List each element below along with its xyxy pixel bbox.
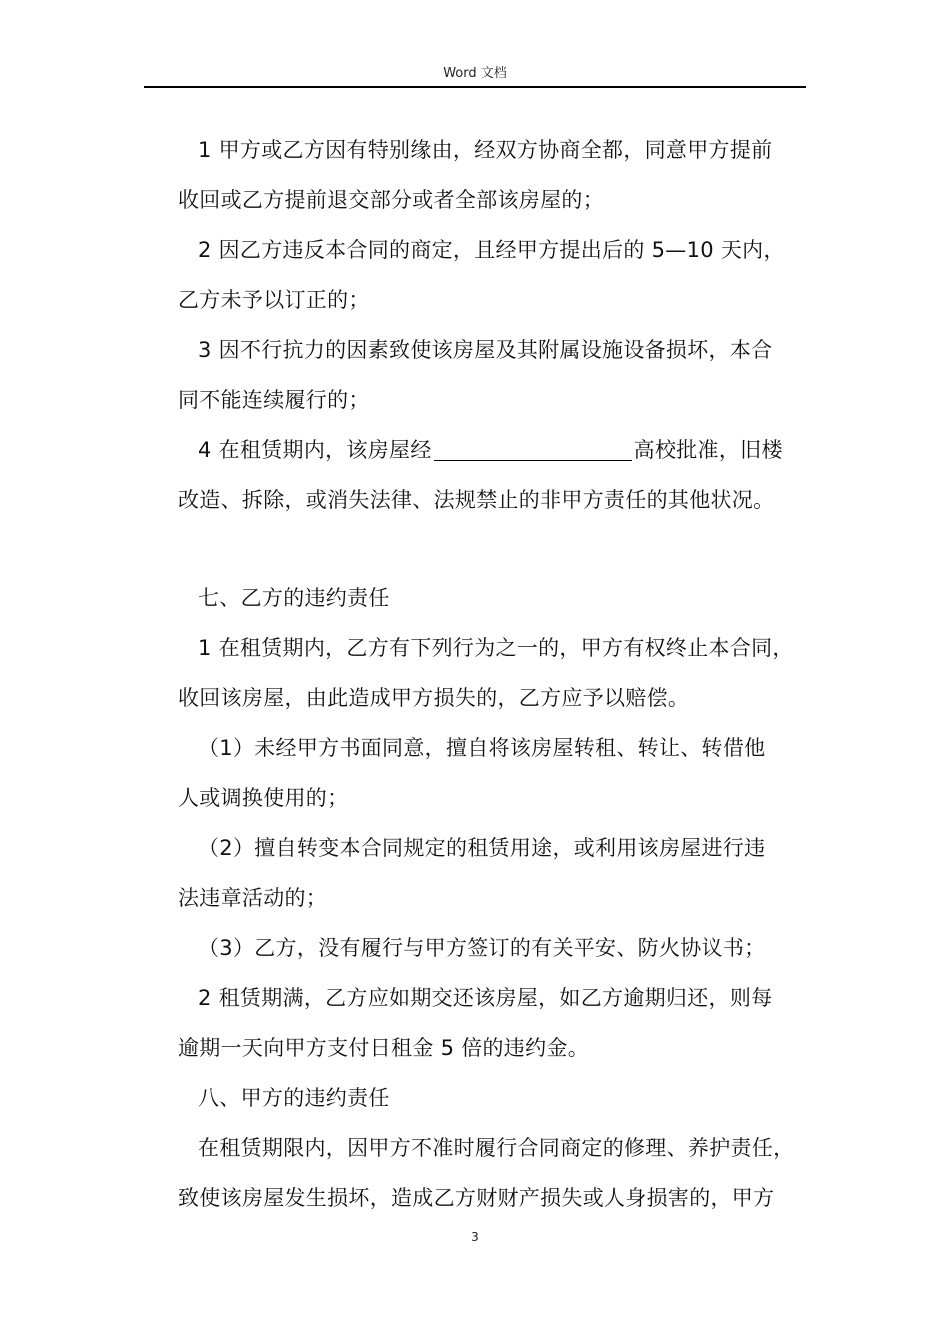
line-text-after-blank: 高校批准，旧楼	[633, 438, 783, 462]
paragraph-line-with-blank	[198, 436, 838, 465]
paragraph-line: 3 因不行抗力的因素致使该房屋及其附属设施设备损坏，本合	[198, 338, 773, 362]
paragraph-line: 法违章活动的；	[178, 886, 328, 910]
paragraph-line: 同不能连续履行的；	[178, 388, 370, 412]
header-divider	[144, 86, 806, 88]
page-header: Word 文档	[443, 66, 507, 81]
page-number: 3	[471, 1230, 479, 1244]
line-text-before-blank: 4 在租赁期内，该房屋经	[198, 438, 432, 462]
fill-in-blank	[434, 438, 632, 461]
section-heading: 七、乙方的违约责任	[198, 586, 390, 610]
paragraph-line: 2 因乙方违反本合同的商定，且经甲方提出后的 5—10 天内，	[198, 238, 785, 262]
paragraph-line: 人或调换使用的；	[178, 786, 349, 810]
paragraph-line: 2 租赁期满，乙方应如期交还该房屋，如乙方逾期归还，则每	[198, 986, 773, 1010]
paragraph-line: （3）乙方，没有履行与甲方签订的有关平安、防火协议书；	[198, 936, 766, 960]
paragraph-line: 乙方未予以订正的；	[178, 288, 370, 312]
paragraph-line: 收回或乙方提前退交部分或者全部该房屋的；	[178, 188, 604, 212]
paragraph-line: 1 在租赁期内，乙方有下列行为之一的，甲方有权终止本合同，	[198, 636, 794, 660]
section-heading: 八、甲方的违约责任	[198, 1086, 390, 1110]
paragraph-line: 1 甲方或乙方因有特别缘由，经双方协商全都，同意甲方提前	[198, 138, 773, 162]
paragraph-line: （1）未经甲方书面同意，擅自将该房屋转租、转让、转借他	[198, 736, 766, 760]
paragraph-line: 逾期一天向甲方支付日租金 5 倍的违约金。	[178, 1036, 590, 1060]
paragraph-line: （2）擅自转变本合同规定的租赁用途，或利用该房屋进行违	[198, 836, 766, 860]
paragraph-line: 改造、拆除，或消失法律、法规禁止的非甲方责任的其他状况。	[178, 488, 775, 512]
paragraph-line: 致使该房屋发生损坏，造成乙方财财产损失或人身损害的，甲方	[178, 1186, 775, 1210]
paragraph-line: 收回该房屋，由此造成甲方损失的，乙方应予以赔偿。	[178, 686, 690, 710]
paragraph-line: 在租赁期限内，因甲方不准时履行合同商定的修理、养护责任，	[198, 1136, 795, 1160]
